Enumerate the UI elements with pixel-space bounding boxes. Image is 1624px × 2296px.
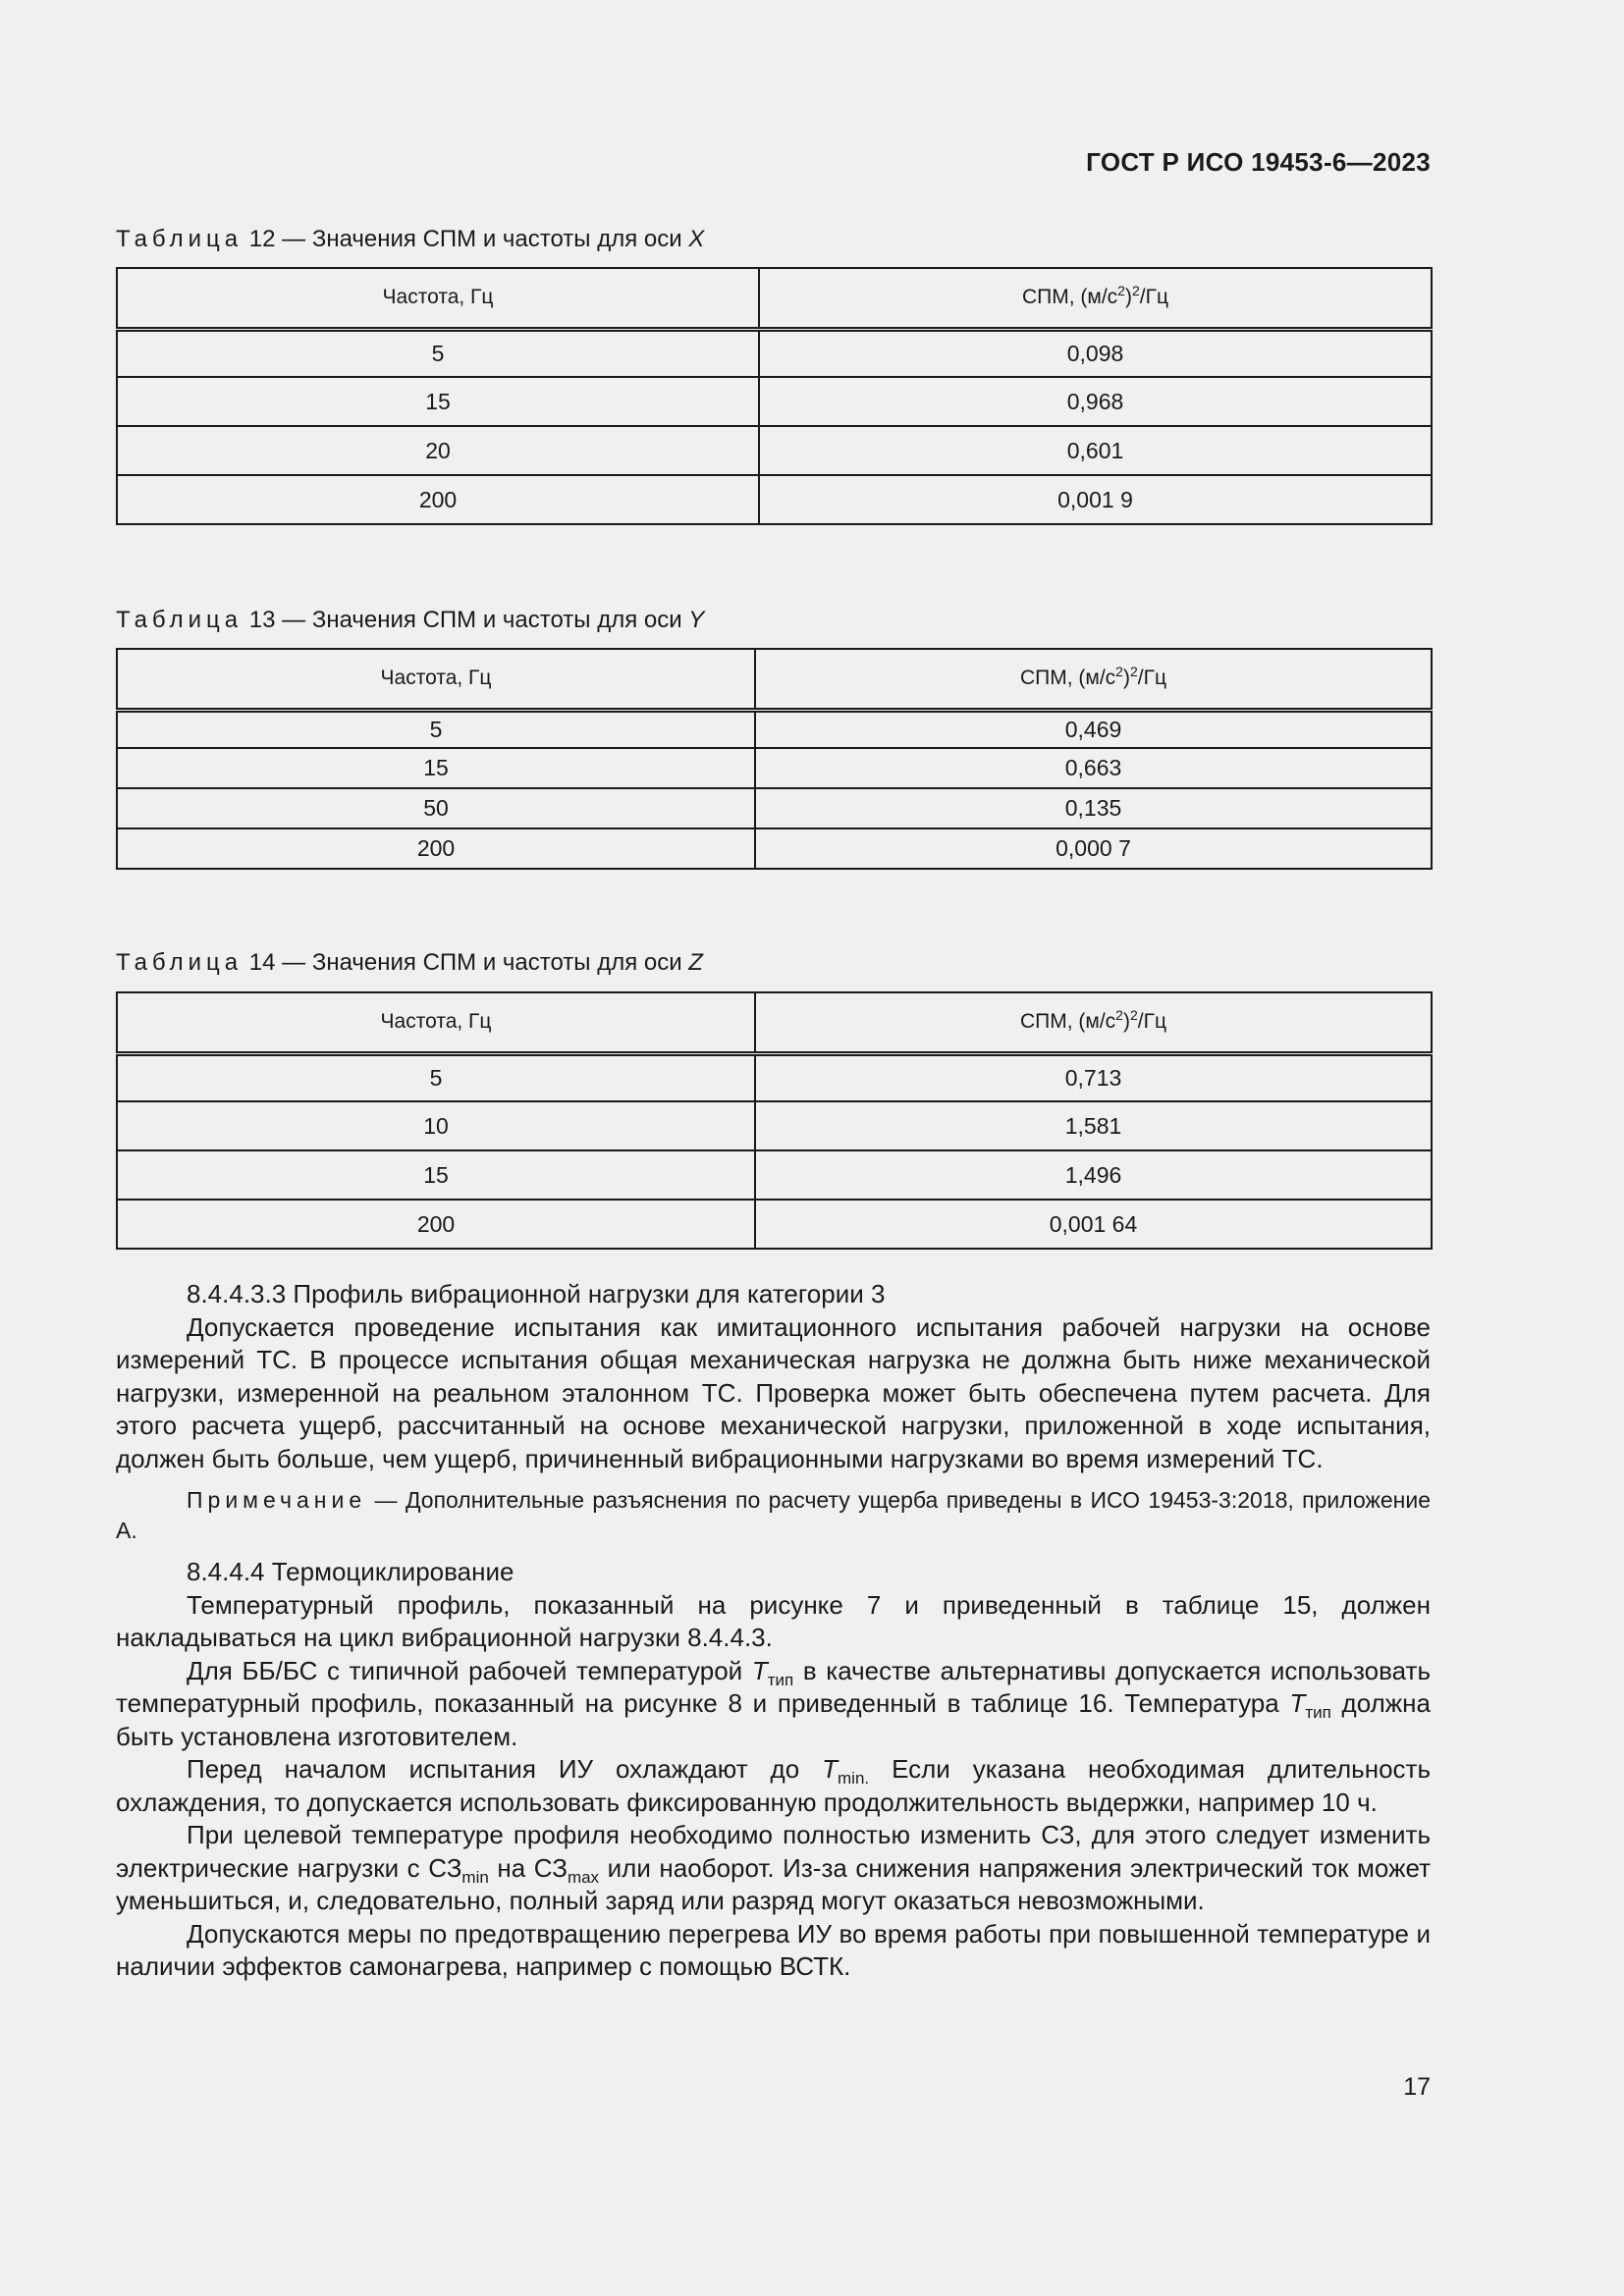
table-row <box>117 426 1432 475</box>
cell-psd: 1,581 <box>755 1101 1432 1150</box>
col-header-psd: СПМ, $(м/с^2)^2/Гц$ <box>755 992 1432 1053</box>
cell-frequency: 15 <box>117 748 755 788</box>
table-title: — Значения СПМ и частоты для оси <box>282 949 682 976</box>
table-number: 13 <box>248 607 276 633</box>
cell-psd: 0,968 <box>759 377 1432 426</box>
paragraph: Для ББ/БС с типичной рабочей температурой $T_{тип}$ в качестве альтернативы допускается использовать температурный профиль, показанный на рисунке 8 и приведенный в таблице 16. Температура $T_{тип}$ должна быть установлена изготовителем. <box>116 1655 1432 1751</box>
col-header-psd: СПМ, $(м/с^2)^2/Гц$ <box>759 268 1432 329</box>
cell-frequency: 20 <box>117 426 759 475</box>
table-row <box>117 1053 1432 1101</box>
cell-frequency: 5 <box>117 1053 755 1101</box>
cell-frequency: 200 <box>117 1200 755 1249</box>
table-12 <box>116 267 1433 525</box>
table-row <box>117 788 1432 828</box>
paragraph: Перед началом испытания ИУ охлаждают до $T_{min.}$ Если указана необходимая длительность охлаждения, то допускается использовать фиксированную продолжительность выдержки, например 10 ч. <box>116 1754 1431 1817</box>
cell-psd: 1,496 <box>755 1150 1432 1200</box>
cell-psd: 0,601 <box>759 426 1432 475</box>
table-number: 14 <box>248 949 276 976</box>
table-14 <box>116 991 1433 1250</box>
table-row <box>117 1200 1432 1249</box>
table-13-caption <box>116 607 704 634</box>
table-row <box>117 475 1432 524</box>
table-row <box>117 710 1432 748</box>
cell-frequency: 15 <box>117 377 759 426</box>
cell-psd: 0,098 <box>759 329 1432 377</box>
table-axis: Z <box>688 949 703 976</box>
table-row <box>117 1150 1432 1200</box>
cell-psd: 0,135 <box>755 788 1432 828</box>
paragraph: Температурный профиль, показанный на рисунке 7 и приведенный в таблице 15, должен накладываться на цикл вибрационной нагрузки 8.4.4.3. <box>116 1589 1431 1652</box>
body-text <box>116 1278 1431 1984</box>
table-title: — Значения СПМ и частоты для оси <box>282 226 682 252</box>
cell-psd: 0,001 64 <box>755 1200 1432 1249</box>
table-13 <box>116 648 1433 870</box>
table-label: Таблица <box>116 607 244 633</box>
table-row <box>117 828 1432 869</box>
table-row <box>117 377 1432 426</box>
paragraph: При целевой температуре профиля необходимо полностью изменить СЗ, для этого следует изменить электрические нагрузки с $СЗ_{min}$ на $СЗ_{max}$ или наоборот. Из-за снижения напряжения электрический ток может уменьшиться, и, следовательно, полный заряд или разряд могут оказаться невозможными. <box>116 1820 1431 1915</box>
table-row <box>117 329 1432 377</box>
col-header-frequency: Частота, Гц <box>117 268 759 329</box>
note-text: — Дополнительные разъяснения по расчету ущерба приведены в ИСО 19453-3:2018, приложение А. <box>116 1487 1432 1543</box>
page-number: 17 <box>1403 2073 1431 2101</box>
section-heading-8-4-4-4: 8.4.4.4 Термоциклирование <box>187 1557 514 1586</box>
table-label: Таблица <box>116 226 244 252</box>
table-12-caption <box>116 226 704 253</box>
note-label: Примечание <box>187 1487 367 1513</box>
cell-psd: 0,001 9 <box>759 475 1432 524</box>
cell-frequency: 5 <box>117 329 759 377</box>
cell-frequency: 50 <box>117 788 755 828</box>
table-axis: Y <box>688 607 705 633</box>
table-title: — Значения СПМ и частоты для оси <box>282 607 682 633</box>
table-axis: X <box>688 226 705 252</box>
standard-header: ГОСТ Р ИСО 19453-6—2023 <box>1086 147 1431 177</box>
table-row <box>117 748 1432 788</box>
table-row <box>117 1101 1432 1150</box>
col-header-frequency: Частота, Гц <box>117 992 755 1053</box>
cell-psd: 0,713 <box>755 1053 1432 1101</box>
cell-frequency: 15 <box>117 1150 755 1200</box>
table-label: Таблица <box>116 949 244 976</box>
cell-psd: 0,663 <box>755 748 1432 788</box>
paragraph: Допускается проведение испытания как имитационного испытания рабочей нагрузки на основе измерений ТС. В процессе испытания общая механическая нагрузка не должна быть ниже механической нагрузки, измеренной на реальном эталонном ТС. Проверка может быть обеспечена путем расчета. Для этого расчета ущерб, рассчитанный на основе механической нагрузки, приложенной в ходе испытания, должен быть больше, чем ущерб, причиненный вибрационными нагрузками во время измерений ТС. <box>116 1311 1431 1473</box>
col-header-frequency: Частота, Гц <box>117 649 755 710</box>
cell-frequency: 10 <box>117 1101 755 1150</box>
table-number: 12 <box>248 226 276 252</box>
cell-psd: 0,000 7 <box>755 828 1432 869</box>
cell-psd: 0,469 <box>755 710 1432 748</box>
table-14-caption <box>116 949 703 977</box>
paragraph: Допускаются меры по предотвращению перегрева ИУ во время работы при повышенной температуре и наличии эффектов самонагрева, например с помощью ВСТК. <box>116 1918 1431 1981</box>
cell-frequency: 5 <box>117 710 755 748</box>
col-header-psd: СПМ, $(м/с^2)^2/Гц$ <box>755 649 1432 710</box>
cell-frequency: 200 <box>117 828 755 869</box>
note <box>116 1485 1431 1546</box>
section-heading-8-4-4-3-3: 8.4.4.3.3 Профиль вибрационной нагрузки для категории 3 <box>187 1279 886 1308</box>
cell-frequency: 200 <box>117 475 759 524</box>
